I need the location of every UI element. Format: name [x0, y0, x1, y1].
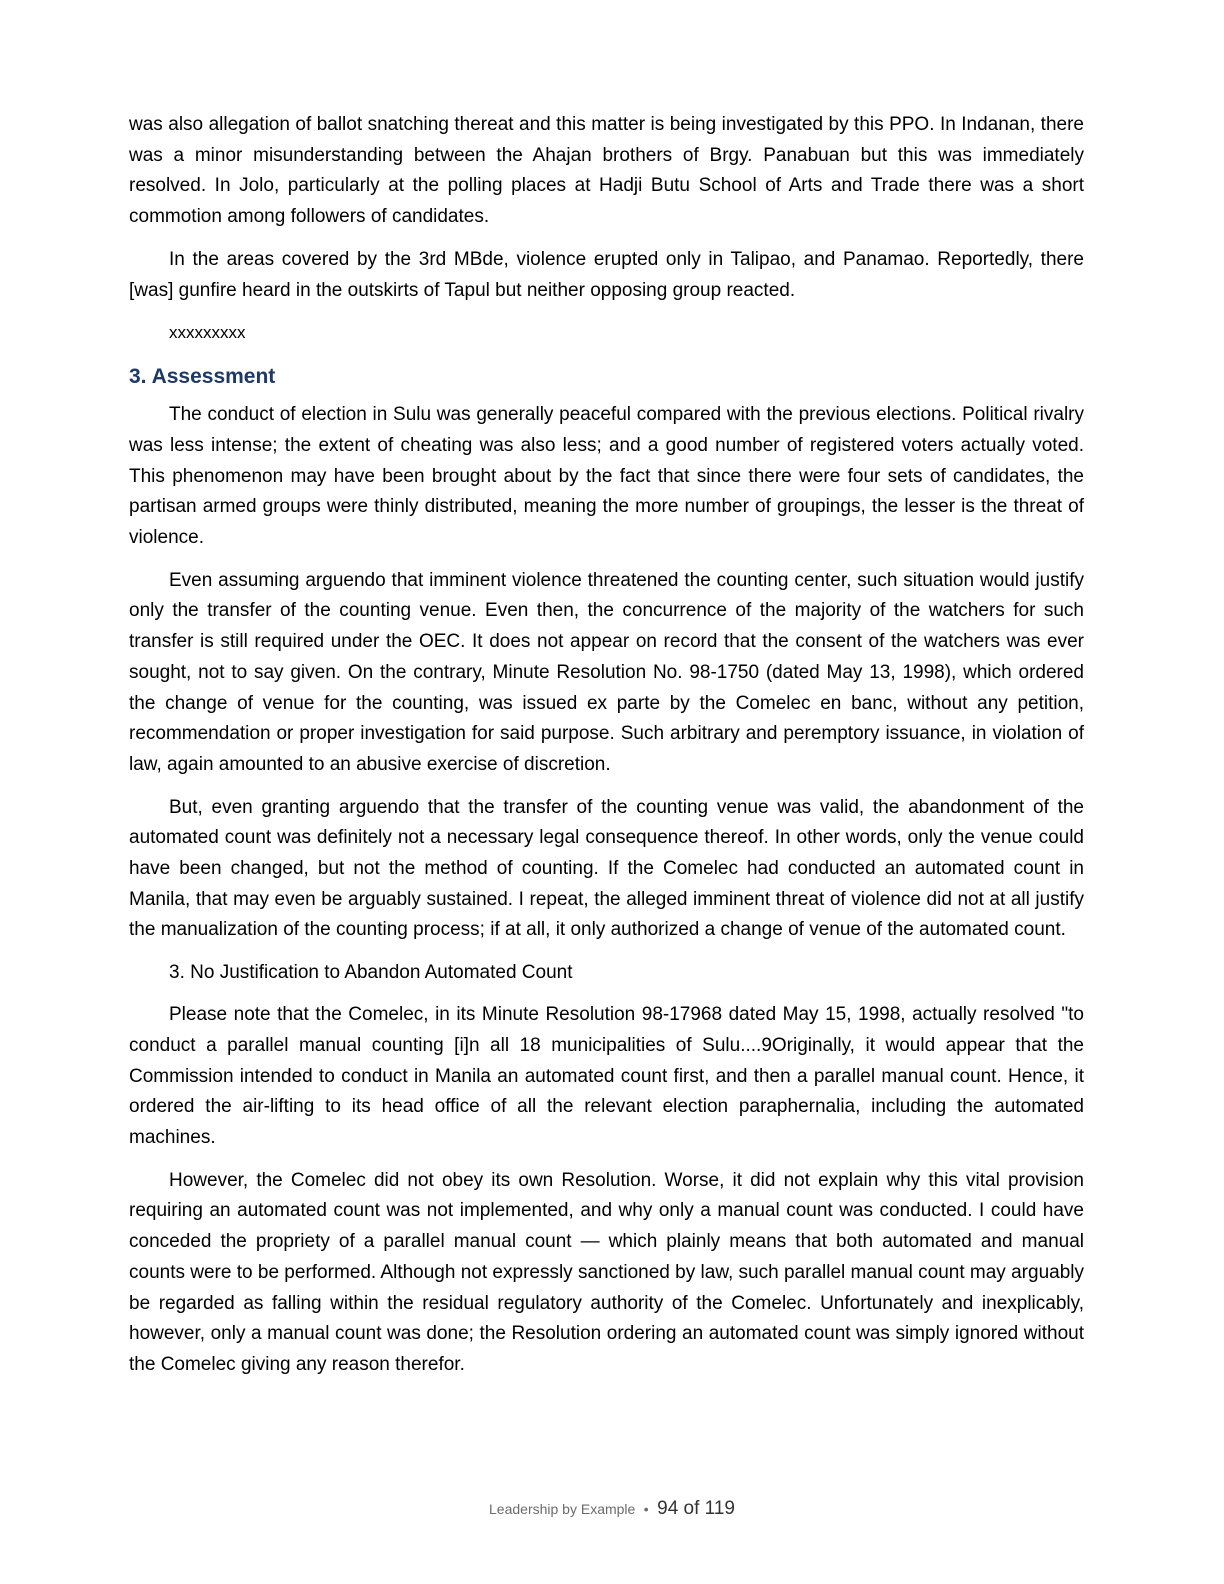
paragraph-2: In the areas covered by the 3rd MBde, violence erupted only in Talipao, and Panamao. Reportedly, there [was] gunfire heard in the outskirts of Tapul but neither opposing group reacted.: [129, 248, 1084, 301]
document-body: [129, 110, 1084, 1393]
subheading-no-justification: 3. No Justification to Abandon Automated Count: [169, 962, 573, 984]
footer-bullet: •: [643, 1501, 649, 1517]
paragraph-5: But, even granting arguendo that the transfer of the counting venue was valid, the abandonment of the automated count was definitely not a necessary legal consequence thereof. In other words, only the venue could have been changed, but not the method of counting. If the Comelec had conducted an automated count in Manila, that may even be arguably sustained. I repeat, the alleged imminent threat of violence did not at all justify the manualization of the counting process; if at all, it only authorized a change of venue of the automated count.: [129, 796, 1084, 941]
paragraph-1: was also allegation of ballot snatching thereat and this matter is being investigated by this PPO. In Indanan, there was a minor misunderstanding between the Ahajan brothers of Brgy. Panabuan but this was immediately resolved. In Jolo, particularly at the polling places at Hadji Butu School of Arts and Trade there was a short commotion among followers of candidates.: [129, 114, 1084, 228]
paragraph-3: The conduct of election in Sulu was generally peaceful compared with the previous elections. Political rivalry was less intense; the extent of cheating was also less; and a good number of registered voters actually voted. This phenomenon may have been brought about by the fact that since there were four sets of candidates, the partisan armed groups were thinly distributed, meaning the more number of groupings, the lesser is the threat of violence.: [129, 404, 1084, 549]
heading-assessment: 3. Assessment: [129, 365, 276, 389]
paragraph-4: Even assuming arguendo that imminent violence threatened the counting center, such situation would justify only the transfer of the counting venue. Even then, the concurrence of the majority of the watchers for such transfer is still required under the OEC. It does not appear on record that the consent of the watchers was ever sought, not to say given. On the contrary, Minute Resolution No. 98-1750 (dated May 13, 1998), which ordered the change of venue for the counting, was issued ex parte by the Comelec en banc, without any petition, recommendation or proper investigation for said purpose. Such arbitrary and peremptory issuance, in violation of law, again amounted to an abusive exercise of discretion.: [129, 569, 1084, 775]
page-footer: [0, 1498, 1224, 1520]
footer-title: Leadership by Example: [489, 1501, 636, 1517]
paragraph-7: However, the Comelec did not obey its own Resolution. Worse, it did not explain why this vital provision requiring an automated count was not implemented, and why only a manual count was conducted. I could have conceded the propriety of a parallel manual count — which plainly means that both automated and manual counts were to be performed. Although not expressly sanctioned by law, such parallel manual count may arguably be regarded as falling within the residual regulatory authority of the Comelec. Unfortunately and inexplicably, however, only a manual count was done; the Resolution ordering an automated count was simply ignored without the Comelec giving any reason therefor.: [129, 1169, 1084, 1375]
paragraph-6: Please note that the Comelec, in its Minute Resolution 98-17968 dated May 15, 1998, actually resolved "to conduct a parallel manual counting [i]n all 18 municipalities of Sulu....9Originally, it would appear that the Commission intended to conduct in Manila an automated count first, and then a parallel manual count. Hence, it ordered the air-lifting to its head office of all the relevant election paraphernalia, including the automated machines.: [129, 1004, 1084, 1148]
section-separator: xxxxxxxxx: [169, 323, 246, 343]
page-number: 94 of 119: [657, 1498, 735, 1519]
